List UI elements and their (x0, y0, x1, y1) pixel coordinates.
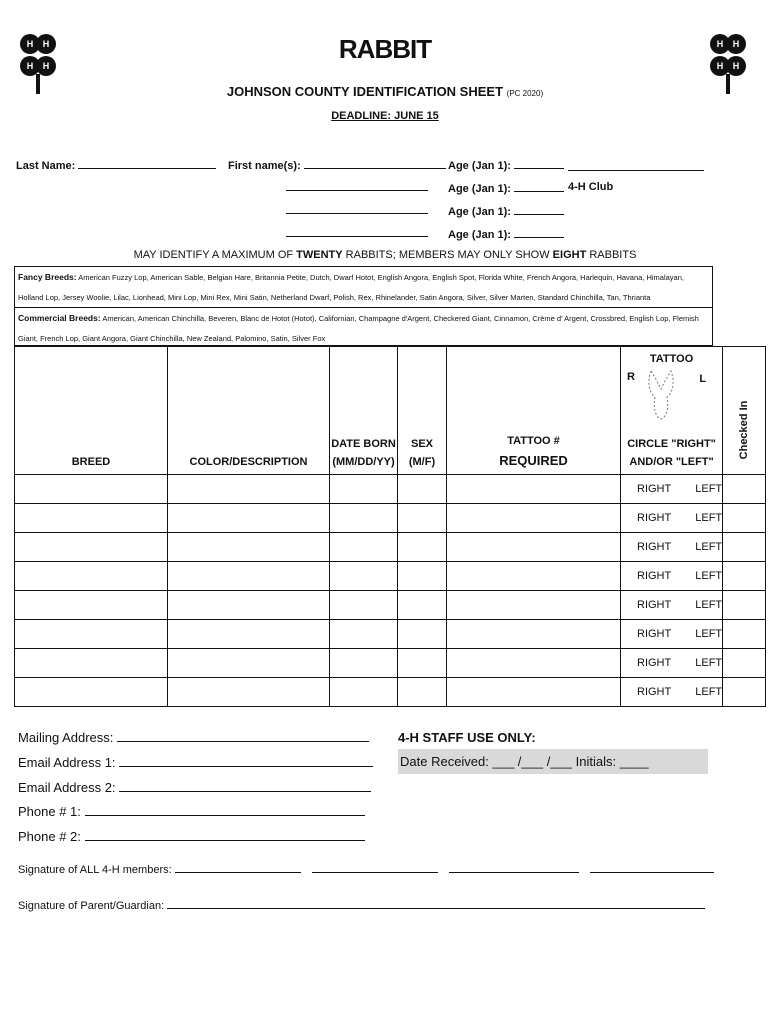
member-signature-field-3[interactable] (449, 862, 579, 873)
checked-in-cell[interactable] (723, 678, 766, 707)
email2-label: Email Address 2: (18, 780, 116, 795)
phone2-row (18, 829, 365, 844)
sex-cell[interactable] (398, 649, 447, 678)
tattoo-cell[interactable] (447, 533, 621, 562)
right-option[interactable]: RIGHT (637, 570, 672, 582)
table-row (15, 678, 766, 707)
right-option[interactable]: RIGHT (637, 483, 672, 495)
checked-in-cell[interactable] (723, 533, 766, 562)
right-option[interactable]: RIGHT (637, 657, 672, 669)
left-option[interactable]: LEFT (695, 512, 723, 524)
mailing-address-label: Mailing Address: (18, 730, 114, 745)
sex-header (398, 347, 447, 475)
ear-choice-cell (621, 678, 723, 707)
sex-label: SEX (410, 438, 433, 450)
tattoo-label: TATTOO (649, 353, 694, 365)
phone2-label: Phone # 2: (18, 829, 81, 844)
date-cell[interactable] (330, 475, 398, 504)
max-rabbits-note (0, 249, 770, 261)
left-option[interactable]: LEFT (695, 686, 723, 698)
last-name-label: Last Name: (16, 160, 76, 172)
svg-text:H: H (26, 39, 34, 49)
ear-choice-cell (621, 591, 723, 620)
phone1-field[interactable] (85, 805, 365, 816)
svg-text:H: H (716, 61, 724, 71)
email1-field[interactable] (119, 756, 373, 767)
right-option[interactable]: RIGHT (637, 541, 672, 553)
commercial-breeds-box (14, 308, 713, 346)
phone1-label: Phone # 1: (18, 804, 81, 819)
first-name-field-3[interactable] (286, 203, 428, 214)
breed-cell[interactable] (15, 649, 168, 678)
first-name-field-4[interactable] (286, 226, 428, 237)
right-option[interactable]: RIGHT (637, 686, 672, 698)
age-row-3 (448, 204, 564, 218)
left-option[interactable]: LEFT (695, 570, 723, 582)
checked-in-cell[interactable] (723, 475, 766, 504)
email1-label: Email Address 1: (18, 755, 116, 770)
member-signature-row (18, 862, 714, 876)
commercial-breeds-list: American, American Chinchilla, Beveren, Blanc de Hotot (Hotot), Californian, Champagne d'Argent, Checkered Giant, Cinnamon, Crème d' Argent, Crossbred, English Lop, Flemish Giant, French Lop, Giant Angora, Giant Chinchilla, New Zealand, Palomino, Satin, Silver Fox (18, 314, 699, 343)
ear-choice-cell (621, 562, 723, 591)
ear-choice-cell (621, 649, 723, 678)
max-note-pre: MAY IDENTIFY A MAXIMUM OF (133, 249, 297, 261)
svg-text:H: H (42, 39, 50, 49)
tattoo-cell[interactable] (447, 649, 621, 678)
age-row-1 (448, 158, 564, 172)
date-born-header (330, 347, 398, 475)
age-field-4[interactable] (514, 227, 564, 238)
tattoo-header (621, 347, 723, 475)
page-title: RABBIT (338, 34, 432, 64)
first-name-field-2[interactable] (286, 180, 428, 191)
ear-choice-cell (621, 620, 723, 649)
subtitle-text: JOHNSON COUNTY IDENTIFICATION SHEET (226, 84, 504, 99)
age-field-3[interactable] (514, 204, 564, 215)
breed-cell[interactable] (15, 591, 168, 620)
deadline: DEADLINE: JUNE 15 (331, 110, 439, 122)
svg-text:H: H (26, 61, 34, 71)
age-label: Age (Jan 1): (448, 183, 511, 195)
color-cell[interactable] (168, 591, 330, 620)
fancy-breeds-list: American Fuzzy Lop, American Sable, Belgian Hare, Britannia Petite, Dutch, Dwarf Hotot, English Angora, English Spot, Florida White, French Angora, Harlequin, Havana, Himalayan, Holland Lop, Jersey Woolie, Lilac, Lionhead, Mini Lop, Mini Rex, Mini Satin, Netherland Dwarf, Polish, Rex, Rhinelander, Satin Angora, Silver, Silver Marten, Standard Chinchilla, Tan, Thrianta (18, 273, 684, 302)
color-header: COLOR/DESCRIPTION (168, 347, 330, 475)
tattoo-number-header (447, 347, 621, 475)
breed-cell[interactable] (15, 504, 168, 533)
date-cell[interactable] (330, 591, 398, 620)
member-signature-field-2[interactable] (312, 862, 438, 873)
svg-text:H: H (42, 61, 50, 71)
breed-cell[interactable] (15, 678, 168, 707)
fancy-breeds-label: Fancy Breeds: (18, 272, 77, 282)
table-row (15, 591, 766, 620)
parent-signature-row (18, 898, 705, 912)
email2-row (18, 780, 371, 795)
max-note-twenty: TWENTY (296, 249, 343, 261)
mailing-address-field[interactable] (117, 731, 369, 742)
tattoo-cell[interactable] (447, 678, 621, 707)
left-option[interactable]: LEFT (695, 599, 723, 611)
checked-in-cell[interactable] (723, 504, 766, 533)
table-row (15, 620, 766, 649)
staff-use-title: 4-H STAFF USE ONLY: (398, 730, 536, 745)
date-received-text: Date Received: ___ /___ /___ Initials: ____ (400, 754, 649, 769)
first-name-row (228, 158, 446, 172)
club-label: 4-H Club (568, 181, 614, 193)
tattoo-cell[interactable] (447, 562, 621, 591)
last-name-field[interactable] (78, 158, 216, 169)
ear-choice-cell (621, 533, 723, 562)
staff-use-box (398, 749, 708, 774)
tattoo-number-label: TATTOO # (507, 435, 560, 447)
svg-text:H: H (716, 39, 724, 49)
tattoo-r-label: R (627, 371, 635, 383)
first-name-field-1[interactable] (304, 158, 446, 169)
email1-row (18, 755, 373, 770)
left-option[interactable]: LEFT (695, 657, 723, 669)
svg-text:H: H (732, 39, 740, 49)
form-subtitle (0, 84, 770, 99)
svg-text:H: H (732, 61, 740, 71)
parent-signature-field[interactable] (167, 898, 705, 909)
ear-choice-cell (621, 475, 723, 504)
max-note-eight: EIGHT (552, 249, 587, 261)
checked-in-cell[interactable] (723, 591, 766, 620)
checked-in-header (723, 347, 766, 475)
sex-cell[interactable] (398, 533, 447, 562)
last-name-row (16, 158, 216, 172)
email2-field[interactable] (119, 781, 371, 792)
left-option[interactable]: LEFT (695, 483, 723, 495)
color-cell[interactable] (168, 678, 330, 707)
color-cell[interactable] (168, 533, 330, 562)
color-cell[interactable] (168, 620, 330, 649)
breed-cell[interactable] (15, 533, 168, 562)
tattoo-cell[interactable] (447, 620, 621, 649)
subtitle-code: (PC 2020) (506, 89, 544, 98)
tattoo-cell[interactable] (447, 475, 621, 504)
breed-header: BREED (15, 347, 168, 475)
max-note-mid: RABBITS; MEMBERS MAY ONLY SHOW (342, 249, 553, 261)
sex-cell[interactable] (398, 591, 447, 620)
circle-left-label: AND/OR "LEFT" (629, 456, 714, 468)
age-field-1[interactable] (514, 158, 564, 169)
color-cell[interactable] (168, 475, 330, 504)
color-cell[interactable] (168, 504, 330, 533)
tattoo-l-label: L (699, 373, 707, 385)
age-label: Age (Jan 1): (448, 160, 511, 172)
color-cell[interactable] (168, 562, 330, 591)
commercial-breeds-label: Commercial Breeds: (18, 313, 101, 323)
right-option[interactable]: RIGHT (637, 599, 672, 611)
table-row (15, 533, 766, 562)
date-cell[interactable] (330, 562, 398, 591)
parent-signature-label: Signature of Parent/Guardian: (18, 900, 165, 912)
fancy-breeds-box (14, 266, 713, 308)
sex-format-label: (M/F) (408, 456, 436, 468)
date-cell[interactable] (330, 504, 398, 533)
phone2-field[interactable] (85, 830, 365, 841)
breed-cell[interactable] (15, 620, 168, 649)
required-label: REQUIRED (499, 453, 568, 468)
rabbit-id-table (14, 346, 766, 707)
sex-cell[interactable] (398, 562, 447, 591)
member-signature-field-4[interactable] (590, 862, 714, 873)
date-format-label: (MM/DD/YY) (332, 456, 395, 468)
table-header-row (15, 347, 766, 475)
date-cell[interactable] (330, 620, 398, 649)
tattoo-cell[interactable] (447, 591, 621, 620)
age-row-4 (448, 227, 564, 241)
breed-cell[interactable] (15, 475, 168, 504)
age-row-2 (448, 181, 564, 195)
member-signature-label: Signature of ALL 4-H members: (18, 864, 172, 876)
left-option[interactable]: LEFT (695, 628, 723, 640)
checked-in-cell[interactable] (723, 649, 766, 678)
sex-cell[interactable] (398, 678, 447, 707)
date-cell[interactable] (330, 678, 398, 707)
breed-cell[interactable] (15, 562, 168, 591)
table-row (15, 504, 766, 533)
sex-cell[interactable] (398, 620, 447, 649)
age-label: Age (Jan 1): (448, 206, 511, 218)
mailing-address-row (18, 730, 369, 745)
circle-right-label: CIRCLE "RIGHT" (627, 438, 716, 450)
checked-in-cell[interactable] (723, 562, 766, 591)
phone1-row (18, 804, 365, 819)
max-note-post: RABBITS (586, 249, 637, 261)
sex-cell[interactable] (398, 475, 447, 504)
right-option[interactable]: RIGHT (637, 512, 672, 524)
ear-choice-cell (621, 504, 723, 533)
color-cell[interactable] (168, 649, 330, 678)
date-cell[interactable] (330, 649, 398, 678)
table-row (15, 649, 766, 678)
age-label: Age (Jan 1): (448, 229, 511, 241)
age-field-2[interactable] (514, 181, 564, 192)
table-row (15, 475, 766, 504)
first-names-label: First name(s): (228, 160, 301, 172)
date-cell[interactable] (330, 533, 398, 562)
sex-cell[interactable] (398, 504, 447, 533)
table-row (15, 562, 766, 591)
club-field[interactable] (568, 160, 704, 171)
date-born-label: DATE BORN (331, 438, 396, 450)
checked-in-label: Checked In (738, 400, 751, 460)
rabbit-ear-icon (645, 367, 677, 423)
member-signature-field-1[interactable] (175, 862, 301, 873)
checked-in-cell[interactable] (723, 620, 766, 649)
tattoo-cell[interactable] (447, 504, 621, 533)
left-option[interactable]: LEFT (695, 541, 723, 553)
right-option[interactable]: RIGHT (637, 628, 672, 640)
